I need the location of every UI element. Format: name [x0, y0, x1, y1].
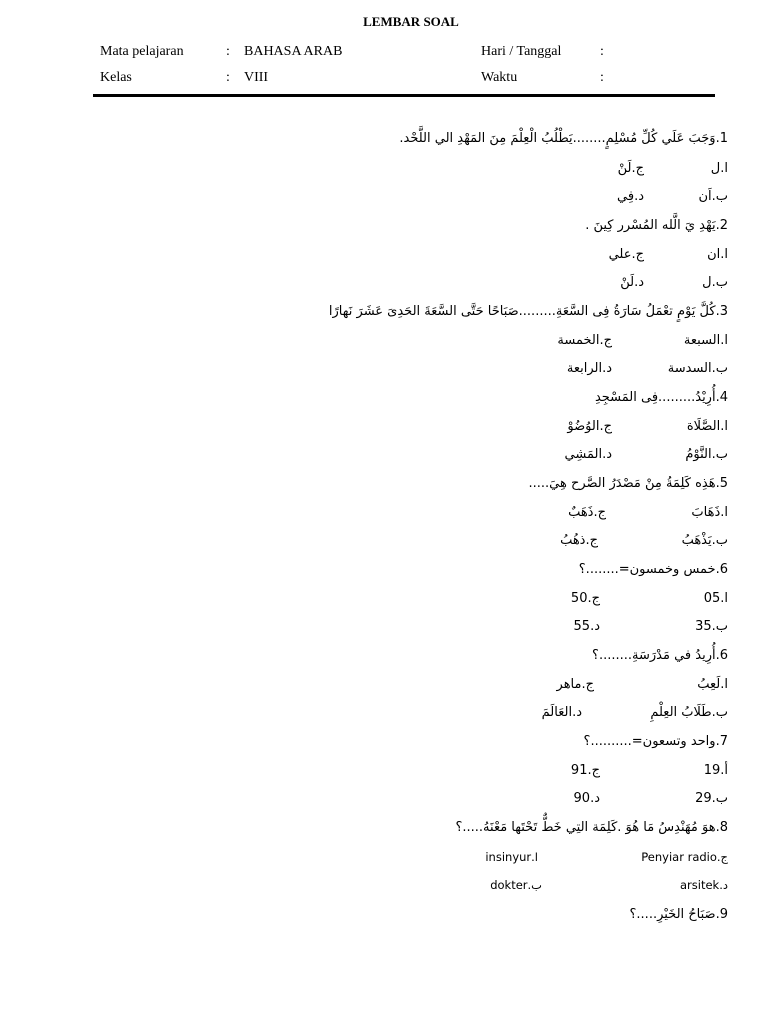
- question-1-text: 1.وَجَبَ عَلَي كُلِّ مُسْلِمٍ........يَطْلُبُ الْعِلْمَ مِنَ المَهْدِ الي اللَّحْد.: [399, 131, 728, 146]
- option: ا.السبعة: [683, 333, 728, 348]
- option: د.arsitek: [680, 878, 728, 892]
- option: ج.الخمسة: [557, 333, 612, 348]
- option: ج.ذَهَبٌ: [568, 505, 606, 520]
- option: ب.السدسة: [667, 361, 728, 376]
- option: ج.الوُضُوْ: [567, 419, 612, 434]
- option: د.لَنْ: [620, 275, 644, 290]
- class-label: Kelas: [100, 70, 132, 85]
- option: ب.طَلَابُ العِلْمِ: [650, 705, 728, 720]
- option: ا.ان: [707, 247, 728, 262]
- option: ب.النَّوْمُ: [685, 447, 728, 462]
- question-7-text: 7.واحد وتسعون=..........؟: [583, 734, 728, 749]
- option: ب.ل: [702, 275, 728, 290]
- question-5-text: 5.هَذِه كَلِمَةُ مِنْ مَصْدَرُ الصَّرح هِيَ.....: [528, 476, 728, 491]
- option: ب.35: [695, 619, 728, 634]
- option: ج.ذهُبُ: [560, 533, 598, 548]
- option: ج.91: [570, 763, 600, 778]
- subject-value: BAHASA ARAB: [244, 44, 343, 59]
- option: د.فِي: [617, 189, 644, 204]
- time-colon: :: [600, 70, 604, 85]
- option: ا.insinyur: [485, 850, 538, 864]
- question-3-text: 3.كُلَّ يَوْمٍ تعْمَلُ سَارَةُ فِى السَّعَةِ.........صَبَاحًا حَتَّى السَّعَةَ الحَدِىَ عَشَرَ نَهارًا: [328, 304, 728, 319]
- option: ا.لَعِبُ: [697, 677, 728, 692]
- question-8-text: 8.هوَ مُهَنْدِسُ مَا هُوَ .كَلِمَة التِي خَطٌّ تَحْتَها مَعْنَهُ.....؟: [455, 820, 728, 835]
- option: ب.يَذْهَبُ: [681, 533, 728, 548]
- option: د.المَشِي: [564, 447, 612, 462]
- option: ب.اَن: [698, 189, 728, 204]
- option: ا.الصَّلَاة: [686, 419, 728, 434]
- option: د.55: [573, 619, 600, 634]
- question-6b-text: 6.أُرِيدُ في مَدْرَسَةِ........؟: [592, 648, 728, 663]
- day-colon: :: [600, 44, 604, 59]
- option: أ.19: [703, 763, 728, 778]
- class-colon: :: [226, 70, 230, 85]
- option: ج.50: [570, 591, 600, 606]
- option: د.الرابعة: [566, 361, 612, 376]
- option: ب.dokter: [490, 878, 542, 892]
- question-2-text: 2.يَهْدِ يَ الَّله المُسْرر كِينَ .: [585, 218, 728, 233]
- option: د.العَالَمَ: [541, 705, 582, 720]
- question-6-text: 6.خمس وخمسون=........؟: [578, 562, 728, 577]
- option: ا.ل: [710, 161, 728, 176]
- option: ج.ماهر: [556, 677, 594, 692]
- option: ج.علي: [608, 247, 644, 262]
- document-title: LEMBAR SOAL: [363, 14, 459, 29]
- question-9-text: 9.صَبَاحُ الخَيْرِ.....؟: [629, 907, 728, 922]
- header-divider: [93, 94, 715, 97]
- option: ج.لَنْ: [617, 161, 644, 176]
- question-4-text: 4.أُرِيْدُ.........فِى المَسْجِدِ: [594, 390, 728, 405]
- option: ج.Penyiar radio: [641, 850, 728, 864]
- option: ا.ذَهَابَ: [691, 505, 728, 520]
- option: ب.29: [695, 791, 728, 806]
- day-label: Hari / Tanggal: [481, 44, 562, 59]
- option: ا.05: [703, 591, 728, 606]
- option: د.90: [573, 791, 600, 806]
- subject-label: Mata pelajaran: [100, 44, 184, 59]
- class-value: VIII: [244, 70, 269, 85]
- time-label: Waktu: [481, 70, 518, 85]
- subject-colon: :: [226, 44, 230, 59]
